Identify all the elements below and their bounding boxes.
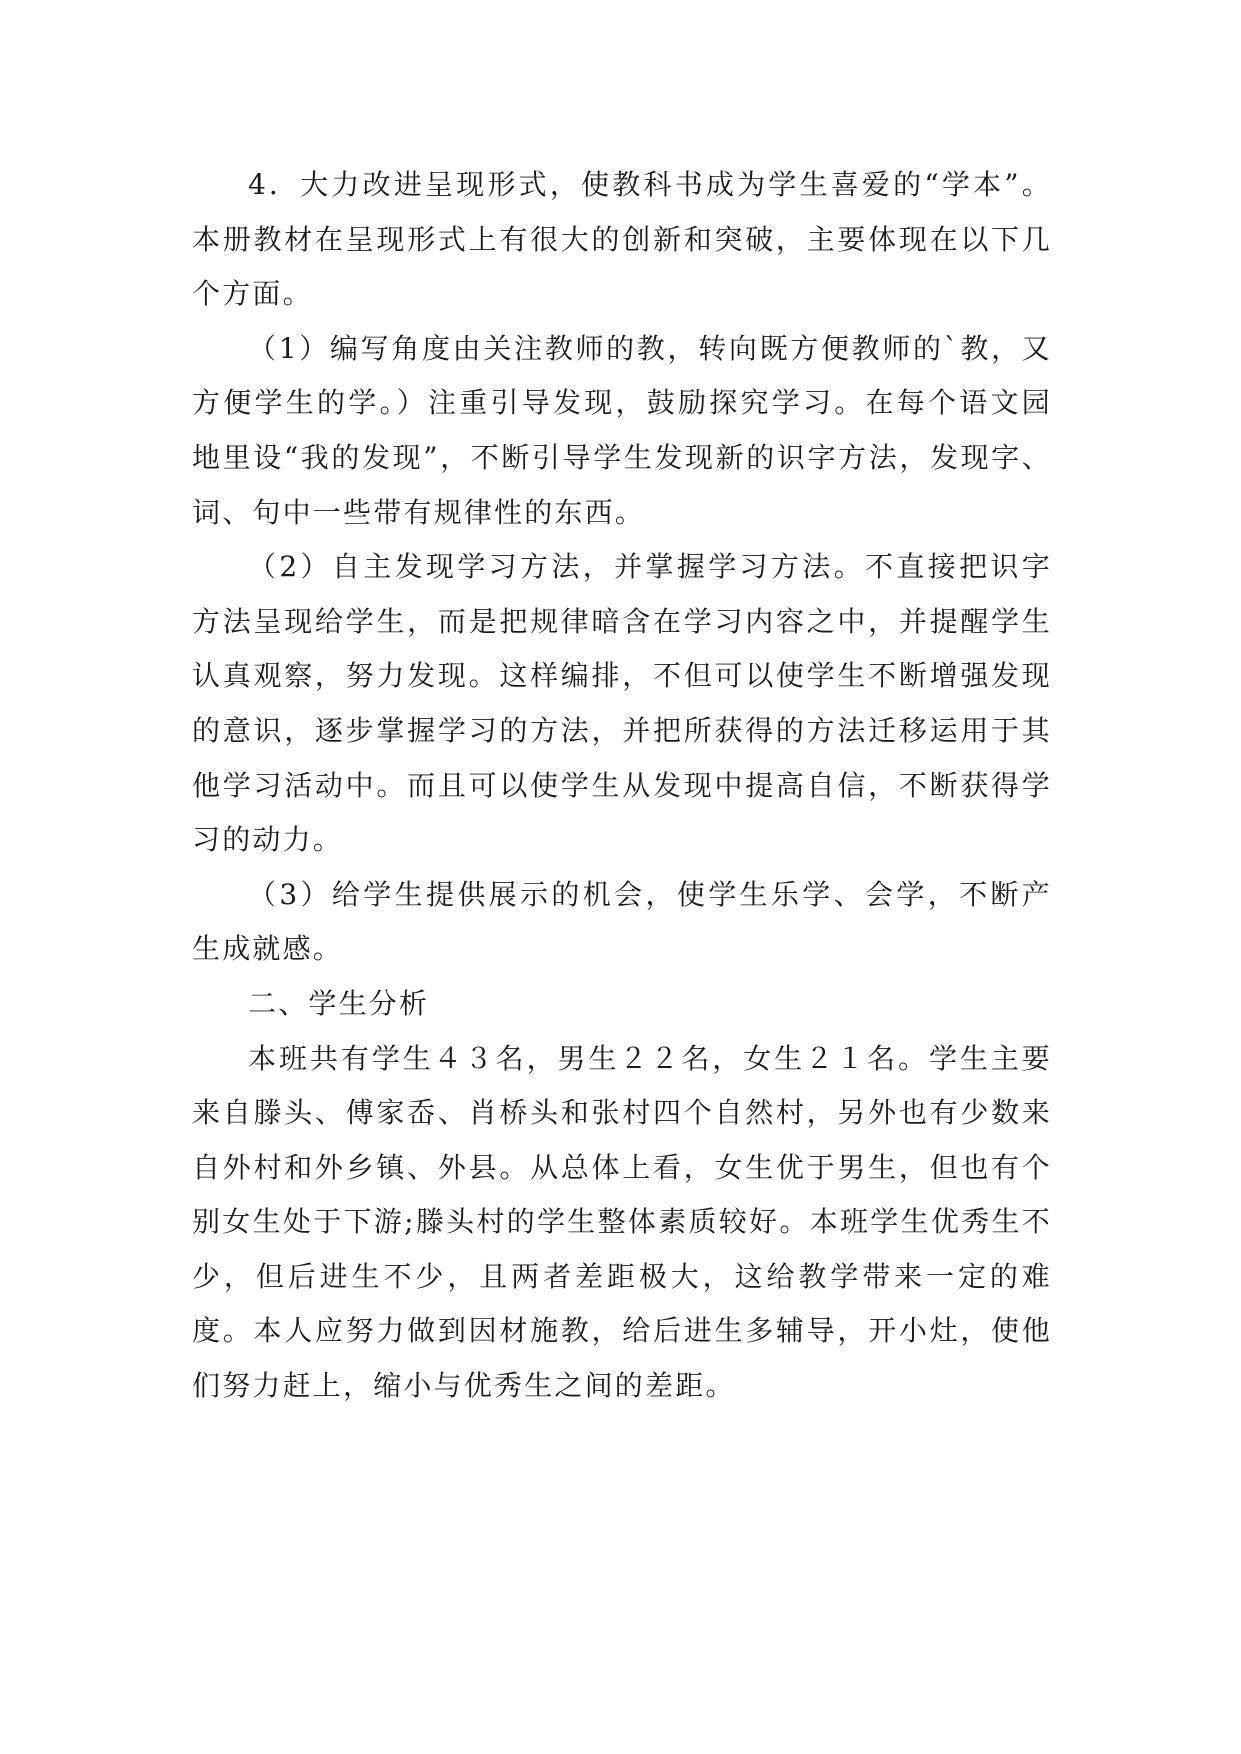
paragraph-point-2: （2）自主发现学习方法，并掌握学习方法。不直接把识字方法呈现给学生，而是把规律暗含在学习内容之中，并提醒学生认真观察，努力发现。这样编排，不但可以使学生不断增强发现的意识，逐步掌握学习的方法，并把所获得的方法迁移运用于其他学习活动中。而且可以使学生从发现中提高自信，不断获得学习的动力。 xyxy=(192,550,1052,857)
paragraph-presentation-form: 4．大力改进呈现形式，使教科书成为学生喜爱的“学本”。本册教材在呈现形式上有很大的创新和突破，主要体现在以下几个方面。 xyxy=(192,168,1052,311)
paragraph-point-3: （3）给学生提供展示的机会，使学生乐学、会学，不断产生成就感。 xyxy=(192,877,1052,966)
document-body xyxy=(192,158,1052,1414)
paragraph-point-1: （1）编写角度由关注教师的教，转向既方便教师的`教，又方便学生的学。）注重引导发现，鼓励探究学习。在每个语文园地里设“我的发现”，不断引导学生发现新的识字方法，发现字、词、句中一些带有规律性的东西。 xyxy=(192,331,1052,529)
paragraph-student-analysis: 本班共有学生４３名，男生２２名，女生２１名。学生主要来自滕头、傅家岙、肖桥头和张村四个自然村，另外也有少数来自外村和外乡镇、外县。从总体上看，女生优于男生，但也有个别女生处于下游;滕头村的学生整体素质较好。本班学生优秀生不少，但后进生不少，且两者差距极大，这给教学带来一定的难度。本人应努力做到因材施教，给后进生多辅导，开小灶，使他们努力赶上，缩小与优秀生之间的差距。 xyxy=(192,1041,1052,1403)
section-heading-student-analysis: 二、学生分析 xyxy=(248,986,430,1020)
